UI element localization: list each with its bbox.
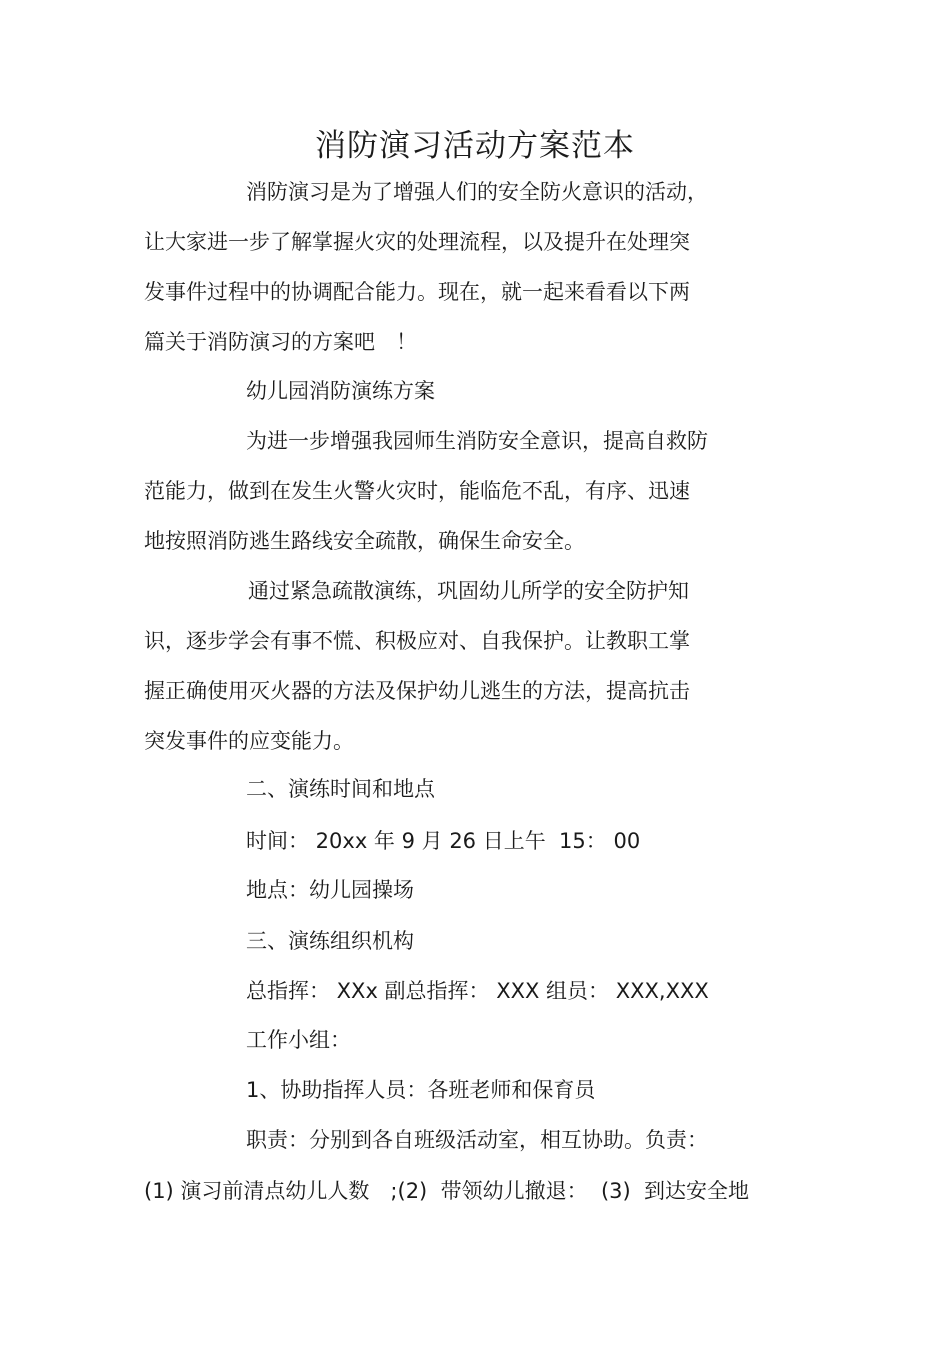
intro-paragraph-line-3: 发事件过程中的协调配合能力。现在，就一起来看看以下两 bbox=[144, 280, 690, 304]
intro-paragraph-line-1: 消防演习是为了增强人们的安全防火意识的活动， bbox=[246, 180, 708, 204]
assistant-commanders-line: 1、协助指挥人员：各班老师和保育员 bbox=[246, 1078, 596, 1102]
work-group-heading: 工作小组： bbox=[246, 1028, 351, 1052]
goal-paragraph-line-1: 通过紧急疏散演练，巩固幼儿所学的安全防护知 bbox=[248, 579, 689, 603]
commanders-line: 总指挥： XXx 副总指挥： XXX 组员： XXX,XXX bbox=[246, 979, 709, 1003]
goal-paragraph-line-4: 突发事件的应变能力。 bbox=[144, 729, 354, 753]
intro-paragraph-line-2: 让大家进一步了解掌握火灾的处理流程，以及提升在处理突 bbox=[144, 230, 690, 254]
intro-paragraph-line-4: 篇关于消防演习的方案吧 ！ bbox=[144, 330, 417, 354]
purpose-paragraph-line-2: 范能力，做到在发生火警火灾时，能临危不乱，有序、迅速 bbox=[144, 479, 690, 503]
section-heading-plan: 幼儿园消防演练方案 bbox=[246, 379, 435, 403]
purpose-paragraph-line-3: 地按照消防逃生路线安全疏散，确保生命安全。 bbox=[144, 529, 585, 553]
goal-paragraph-line-2: 识，逐步学会有事不慌、积极应对、自我保护。让教职工掌 bbox=[144, 629, 690, 653]
goal-paragraph-line-3: 握正确使用灭火器的方法及保护幼儿逃生的方法，提高抗击 bbox=[144, 679, 690, 703]
purpose-paragraph-line-1: 为进一步增强我园师生消防安全意识，提高自救防 bbox=[246, 429, 708, 453]
document-title: 消防演习活动方案范本 bbox=[315, 128, 635, 164]
place-line: 地点：幼儿园操场 bbox=[246, 878, 414, 902]
section-heading-organization: 三、演练组织机构 bbox=[246, 929, 414, 953]
duties-line-2: (1) 演习前清点幼儿人数 ;(2) 带领幼儿撤退： (3) 到达安全地 bbox=[144, 1179, 750, 1203]
duties-line-1: 职责：分别到各自班级活动室，相互协助。负责： bbox=[246, 1128, 708, 1152]
section-heading-time-place: 二、演练时间和地点 bbox=[246, 777, 435, 801]
time-line: 时间： 20xx 年 9 月 26 日上午 15： 00 bbox=[246, 829, 641, 853]
